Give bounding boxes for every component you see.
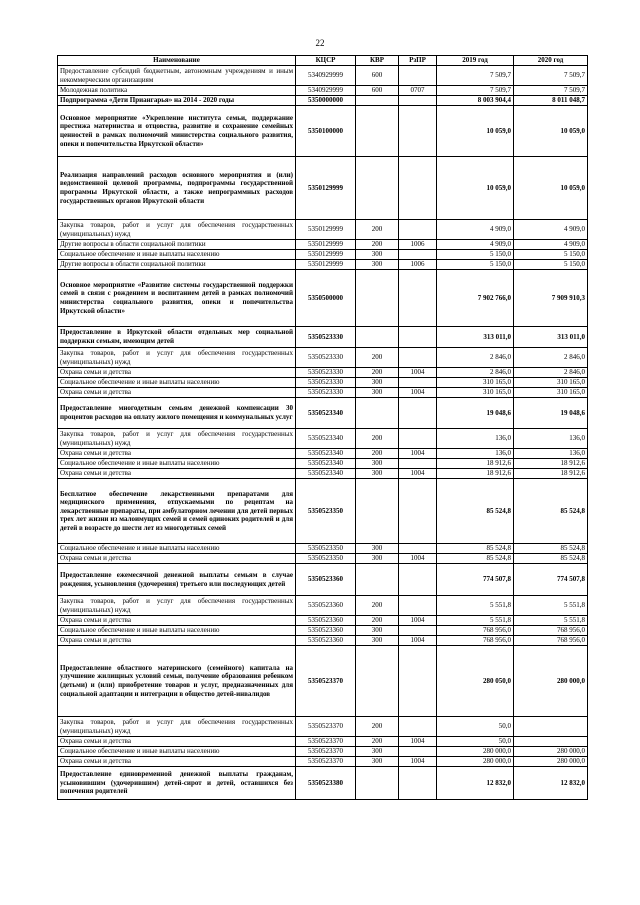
row-value-2019: 50,0 xyxy=(437,717,514,737)
header-code: КЦСР xyxy=(296,56,356,66)
row-value-2020: 768 956,0 xyxy=(514,636,588,646)
row-name: Предоставление ежемесячной денежной выплаты семьям в случае рождения, усыновления (удочерения) третьего или последующих детей xyxy=(58,564,296,596)
row-rz xyxy=(399,157,437,220)
row-code: 5350523360 xyxy=(296,636,356,646)
row-value-2019: 4 909,0 xyxy=(437,240,514,250)
row-rz xyxy=(399,564,437,596)
row-value-2020: 8 011 048,7 xyxy=(514,96,588,106)
row-code: 5350500000 xyxy=(296,270,356,327)
row-value-2020: 2 846,0 xyxy=(514,348,588,368)
row-value-2020: 310 165,0 xyxy=(514,388,588,398)
row-name: Социальное обеспечение и иные выплаты населению xyxy=(58,250,296,260)
row-name: Охрана семьи и детства xyxy=(58,636,296,646)
row-value-2019: 280 000,0 xyxy=(437,757,514,767)
table-row xyxy=(58,717,588,737)
table-row xyxy=(58,646,588,717)
row-kvr: 300 xyxy=(356,260,399,270)
row-rz xyxy=(399,378,437,388)
row-rz: 1004 xyxy=(399,368,437,378)
row-value-2019: 50,0 xyxy=(437,737,514,747)
table-row xyxy=(58,260,588,270)
row-kvr xyxy=(356,96,399,106)
table-row xyxy=(58,240,588,250)
row-value-2020: 313 011,0 xyxy=(514,327,588,348)
table-row xyxy=(58,398,588,429)
row-value-2020: 18 912,6 xyxy=(514,459,588,469)
row-kvr: 600 xyxy=(356,86,399,96)
row-code: 5350523330 xyxy=(296,368,356,378)
row-name: Охрана семьи и детства xyxy=(58,388,296,398)
table-row xyxy=(58,66,588,86)
row-code: 5350523360 xyxy=(296,564,356,596)
row-kvr: 200 xyxy=(356,240,399,250)
row-name: Закупка товаров, работ и услуг для обеспечения государственных (муниципальных) нужд xyxy=(58,717,296,737)
row-kvr xyxy=(356,106,399,157)
row-value-2020: 18 912,6 xyxy=(514,469,588,479)
row-value-2020: 5 551,8 xyxy=(514,596,588,616)
row-value-2019: 5 150,0 xyxy=(437,260,514,270)
row-value-2019: 18 912,6 xyxy=(437,459,514,469)
row-name: Охрана семьи и детства xyxy=(58,616,296,626)
row-kvr: 200 xyxy=(356,220,399,240)
table-row xyxy=(58,626,588,636)
row-code: 5350523340 xyxy=(296,429,356,449)
row-value-2020: 12 832,0 xyxy=(514,767,588,800)
table-row xyxy=(58,554,588,564)
table-row xyxy=(58,348,588,368)
row-value-2019: 310 165,0 xyxy=(437,388,514,398)
row-name: Предоставление субсидий бюджетным, автономным учреждениям и иным некоммерческим организациям xyxy=(58,66,296,86)
row-value-2019: 8 003 904,4 xyxy=(437,96,514,106)
row-rz: 1004 xyxy=(399,616,437,626)
row-code: 5350129999 xyxy=(296,260,356,270)
header-rz: РзПР xyxy=(399,56,437,66)
row-code: 5350523370 xyxy=(296,757,356,767)
row-value-2019: 18 912,6 xyxy=(437,469,514,479)
row-rz: 1004 xyxy=(399,388,437,398)
table-row xyxy=(58,616,588,626)
row-name: Основное мероприятие «Развитие системы государственной поддержки семей в связи с рождением и воспитанием детей в рамках полномочий министерства социального развития, опеки и попечительства Иркутской области» xyxy=(58,270,296,327)
row-name: Основное мероприятие «Укрепление института семьи, поддержание престижа материнства и отцовства, развитие и сохранение семейных ценностей в рамках полномочий министерства социального развития, опеки и попечительства Иркутской области» xyxy=(58,106,296,157)
row-kvr: 200 xyxy=(356,429,399,449)
row-value-2019: 10 059,0 xyxy=(437,106,514,157)
row-value-2019: 5 551,8 xyxy=(437,596,514,616)
table-row xyxy=(58,757,588,767)
row-code: 5350129999 xyxy=(296,220,356,240)
row-code: 5350000000 xyxy=(296,96,356,106)
row-value-2019: 85 524,8 xyxy=(437,554,514,564)
row-rz xyxy=(399,96,437,106)
row-value-2019: 19 048,6 xyxy=(437,398,514,429)
row-kvr: 300 xyxy=(356,250,399,260)
row-rz xyxy=(399,646,437,717)
table-row xyxy=(58,747,588,757)
row-rz xyxy=(399,106,437,157)
row-code: 5340929999 xyxy=(296,66,356,86)
table-row xyxy=(58,250,588,260)
row-value-2019: 4 909,0 xyxy=(437,220,514,240)
row-name: Охрана семьи и детства xyxy=(58,757,296,767)
row-rz xyxy=(399,250,437,260)
row-value-2020: 10 059,0 xyxy=(514,106,588,157)
row-name: Социальное обеспечение и иные выплаты населению xyxy=(58,459,296,469)
row-rz: 1004 xyxy=(399,554,437,564)
table-row xyxy=(58,459,588,469)
table-row xyxy=(58,429,588,449)
row-code: 5350523340 xyxy=(296,398,356,429)
row-kvr: 300 xyxy=(356,378,399,388)
table-row xyxy=(58,596,588,616)
row-rz xyxy=(399,717,437,737)
page-number: 22 xyxy=(315,38,325,48)
row-value-2019: 768 956,0 xyxy=(437,636,514,646)
row-name: Другие вопросы в области социальной политики xyxy=(58,240,296,250)
row-code: 5350523330 xyxy=(296,348,356,368)
row-kvr xyxy=(356,327,399,348)
row-kvr: 300 xyxy=(356,544,399,554)
row-value-2020: 4 909,0 xyxy=(514,240,588,250)
row-value-2019: 5 150,0 xyxy=(437,250,514,260)
row-value-2019: 136,0 xyxy=(437,429,514,449)
row-kvr: 200 xyxy=(356,596,399,616)
row-value-2020: 85 524,8 xyxy=(514,544,588,554)
row-code: 5350523360 xyxy=(296,616,356,626)
row-code: 5350523350 xyxy=(296,544,356,554)
table-row xyxy=(58,96,588,106)
budget-table xyxy=(57,55,588,800)
row-rz xyxy=(399,220,437,240)
row-name: Закупка товаров, работ и услуг для обеспечения государственных (муниципальных) нужд xyxy=(58,596,296,616)
row-kvr: 200 xyxy=(356,449,399,459)
table-body xyxy=(58,66,588,800)
row-value-2020: 7 909 910,3 xyxy=(514,270,588,327)
row-value-2019: 5 551,8 xyxy=(437,616,514,626)
row-kvr xyxy=(356,398,399,429)
row-code: 5350129999 xyxy=(296,250,356,260)
row-rz xyxy=(399,747,437,757)
row-rz: 1004 xyxy=(399,449,437,459)
row-code: 5350100000 xyxy=(296,106,356,157)
row-code: 5350523330 xyxy=(296,378,356,388)
row-code: 5350523370 xyxy=(296,646,356,717)
row-name: Закупка товаров, работ и услуг для обеспечения государственных (муниципальных) нужд xyxy=(58,348,296,368)
row-code: 5350523340 xyxy=(296,459,356,469)
header-kvr: КВР xyxy=(356,56,399,66)
row-value-2020: 2 846,0 xyxy=(514,368,588,378)
row-value-2020: 7 509,7 xyxy=(514,86,588,96)
row-value-2020: 5 551,8 xyxy=(514,616,588,626)
row-value-2019: 12 832,0 xyxy=(437,767,514,800)
header-2019: 2019 год xyxy=(437,56,514,66)
row-value-2020: 19 048,6 xyxy=(514,398,588,429)
row-name: Закупка товаров, работ и услуг для обеспечения государственных (муниципальных) нужд xyxy=(58,429,296,449)
row-rz: 1004 xyxy=(399,636,437,646)
row-code: 5350523380 xyxy=(296,767,356,800)
row-rz xyxy=(399,459,437,469)
row-rz: 1004 xyxy=(399,469,437,479)
row-rz: 1004 xyxy=(399,757,437,767)
row-kvr: 300 xyxy=(356,747,399,757)
table-row xyxy=(58,378,588,388)
row-value-2019: 768 956,0 xyxy=(437,626,514,636)
row-value-2020: 5 150,0 xyxy=(514,250,588,260)
header-2020: 2020 год xyxy=(514,56,588,66)
row-value-2020: 280 000,0 xyxy=(514,646,588,717)
row-value-2020: 768 956,0 xyxy=(514,626,588,636)
row-kvr: 200 xyxy=(356,348,399,368)
row-code: 5350523330 xyxy=(296,327,356,348)
row-name: Социальное обеспечение и иные выплаты населению xyxy=(58,378,296,388)
row-kvr xyxy=(356,646,399,717)
row-value-2019: 7 902 766,0 xyxy=(437,270,514,327)
row-kvr: 200 xyxy=(356,616,399,626)
row-kvr xyxy=(356,564,399,596)
row-kvr xyxy=(356,767,399,800)
row-code: 5350523350 xyxy=(296,479,356,544)
row-kvr: 600 xyxy=(356,66,399,86)
row-rz xyxy=(399,348,437,368)
table-row xyxy=(58,86,588,96)
row-name: Закупка товаров, работ и услуг для обеспечения государственных (муниципальных) нужд xyxy=(58,220,296,240)
row-code: 5350523360 xyxy=(296,596,356,616)
row-name: Социальное обеспечение и иные выплаты населению xyxy=(58,544,296,554)
row-name: Молодежная политика xyxy=(58,86,296,96)
row-value-2019: 280 000,0 xyxy=(437,747,514,757)
table-row xyxy=(58,327,588,348)
table-row xyxy=(58,270,588,327)
row-code: 5350523330 xyxy=(296,388,356,398)
row-rz xyxy=(399,767,437,800)
header-name: Наименование xyxy=(58,56,296,66)
row-name: Подпрограмма «Дети Приангарья» на 2014 - 2020 годы xyxy=(58,96,296,106)
row-value-2019: 85 524,8 xyxy=(437,479,514,544)
row-rz: 1004 xyxy=(399,737,437,747)
row-kvr: 200 xyxy=(356,737,399,747)
row-value-2020: 136,0 xyxy=(514,429,588,449)
table-row xyxy=(58,449,588,459)
row-value-2020 xyxy=(514,737,588,747)
row-value-2020: 136,0 xyxy=(514,449,588,459)
row-rz xyxy=(399,429,437,449)
row-value-2020: 10 059,0 xyxy=(514,157,588,220)
row-value-2020: 774 507,8 xyxy=(514,564,588,596)
row-value-2020: 280 000,0 xyxy=(514,747,588,757)
row-value-2020: 4 909,0 xyxy=(514,220,588,240)
table-row xyxy=(58,564,588,596)
row-rz xyxy=(399,270,437,327)
row-rz xyxy=(399,479,437,544)
row-rz xyxy=(399,544,437,554)
row-name: Охрана семьи и детства xyxy=(58,554,296,564)
row-kvr: 300 xyxy=(356,554,399,564)
table-header-row xyxy=(58,56,588,66)
row-rz xyxy=(399,66,437,86)
row-name: Другие вопросы в области социальной политики xyxy=(58,260,296,270)
row-rz xyxy=(399,398,437,429)
row-name: Охрана семьи и детства xyxy=(58,449,296,459)
row-kvr: 300 xyxy=(356,469,399,479)
row-code: 5350523370 xyxy=(296,747,356,757)
row-code: 5350523340 xyxy=(296,449,356,459)
row-value-2020: 85 524,8 xyxy=(514,479,588,544)
table-row xyxy=(58,388,588,398)
row-name: Предоставление в Иркутской области отдельных мер социальной поддержки семьям, имеющим детей xyxy=(58,327,296,348)
row-code: 5350523340 xyxy=(296,469,356,479)
row-kvr: 200 xyxy=(356,368,399,378)
row-kvr: 200 xyxy=(356,717,399,737)
table-row xyxy=(58,767,588,800)
row-kvr: 300 xyxy=(356,757,399,767)
row-value-2020: 85 524,8 xyxy=(514,554,588,564)
row-value-2019: 136,0 xyxy=(437,449,514,459)
row-rz xyxy=(399,626,437,636)
row-name: Охрана семьи и детства xyxy=(58,368,296,378)
row-value-2019: 280 050,0 xyxy=(437,646,514,717)
row-value-2019: 2 846,0 xyxy=(437,348,514,368)
row-name: Социальное обеспечение и иные выплаты населению xyxy=(58,747,296,757)
row-value-2020 xyxy=(514,717,588,737)
row-kvr xyxy=(356,157,399,220)
row-name: Социальное обеспечение и иные выплаты населению xyxy=(58,626,296,636)
row-name: Реализация направлений расходов основного мероприятия и (или) ведомственной целевой программы, подпрограммы государственной программы Иркутской области, а также непрограммных расходов государственных органов Иркутской области xyxy=(58,157,296,220)
table-row xyxy=(58,106,588,157)
table-row xyxy=(58,220,588,240)
row-rz xyxy=(399,327,437,348)
row-value-2020: 5 150,0 xyxy=(514,260,588,270)
row-kvr: 300 xyxy=(356,459,399,469)
row-name: Охрана семьи и детства xyxy=(58,469,296,479)
row-value-2019: 310 165,0 xyxy=(437,378,514,388)
row-name: Предоставление областного материнского (семейного) капитала на улучшение жилищных условий семьи, получение образования ребенком (детьми) и (или) приобретение товаров и услуг, предназначенных для социальной адаптации и интеграции в общество детей-инвалидов xyxy=(58,646,296,717)
row-value-2019: 774 507,8 xyxy=(437,564,514,596)
row-name: Бесплатное обеспечение лекарственными препаратами для медицинского применения, отпускаемыми по рецептам на лекарственные препараты, при амбулаторном лечении для детей первых трех лет жизни из малоимущих семей и семей одиноких родителей и для детей в возрасте до шести лет из многодетных семей xyxy=(58,479,296,544)
row-value-2020: 280 000,0 xyxy=(514,757,588,767)
row-name: Предоставление многодетным семьям денежной компенсации 30 процентов расходов на оплату жилого помещения и коммунальных услуг xyxy=(58,398,296,429)
row-value-2019: 85 524,8 xyxy=(437,544,514,554)
row-code: 5340929999 xyxy=(296,86,356,96)
row-value-2019: 7 509,7 xyxy=(437,66,514,86)
table-row xyxy=(58,157,588,220)
row-kvr: 300 xyxy=(356,636,399,646)
row-code: 5350523370 xyxy=(296,737,356,747)
row-value-2019: 7 509,7 xyxy=(437,86,514,96)
row-rz: 1006 xyxy=(399,260,437,270)
row-rz xyxy=(399,596,437,616)
row-kvr xyxy=(356,479,399,544)
row-value-2019: 10 059,0 xyxy=(437,157,514,220)
row-name: Охрана семьи и детства xyxy=(58,737,296,747)
table-row xyxy=(58,544,588,554)
row-value-2020: 310 165,0 xyxy=(514,378,588,388)
row-rz: 1006 xyxy=(399,240,437,250)
row-code: 5350129999 xyxy=(296,157,356,220)
row-value-2019: 2 846,0 xyxy=(437,368,514,378)
table-row xyxy=(58,469,588,479)
row-kvr xyxy=(356,270,399,327)
table-row xyxy=(58,636,588,646)
row-kvr: 300 xyxy=(356,626,399,636)
row-code: 5350523370 xyxy=(296,717,356,737)
table-row xyxy=(58,737,588,747)
table-row xyxy=(58,368,588,378)
row-kvr: 300 xyxy=(356,388,399,398)
row-code: 5350523360 xyxy=(296,626,356,636)
row-code: 5350523350 xyxy=(296,554,356,564)
row-name: Предоставление единовременной денежной выплаты гражданам, усыновившим (удочерившим) детей-сирот и детей, оставшихся без попечения родителей xyxy=(58,767,296,800)
table-row xyxy=(58,479,588,544)
row-value-2019: 313 011,0 xyxy=(437,327,514,348)
row-value-2020: 7 509,7 xyxy=(514,66,588,86)
row-code: 5350129999 xyxy=(296,240,356,250)
row-rz: 0707 xyxy=(399,86,437,96)
